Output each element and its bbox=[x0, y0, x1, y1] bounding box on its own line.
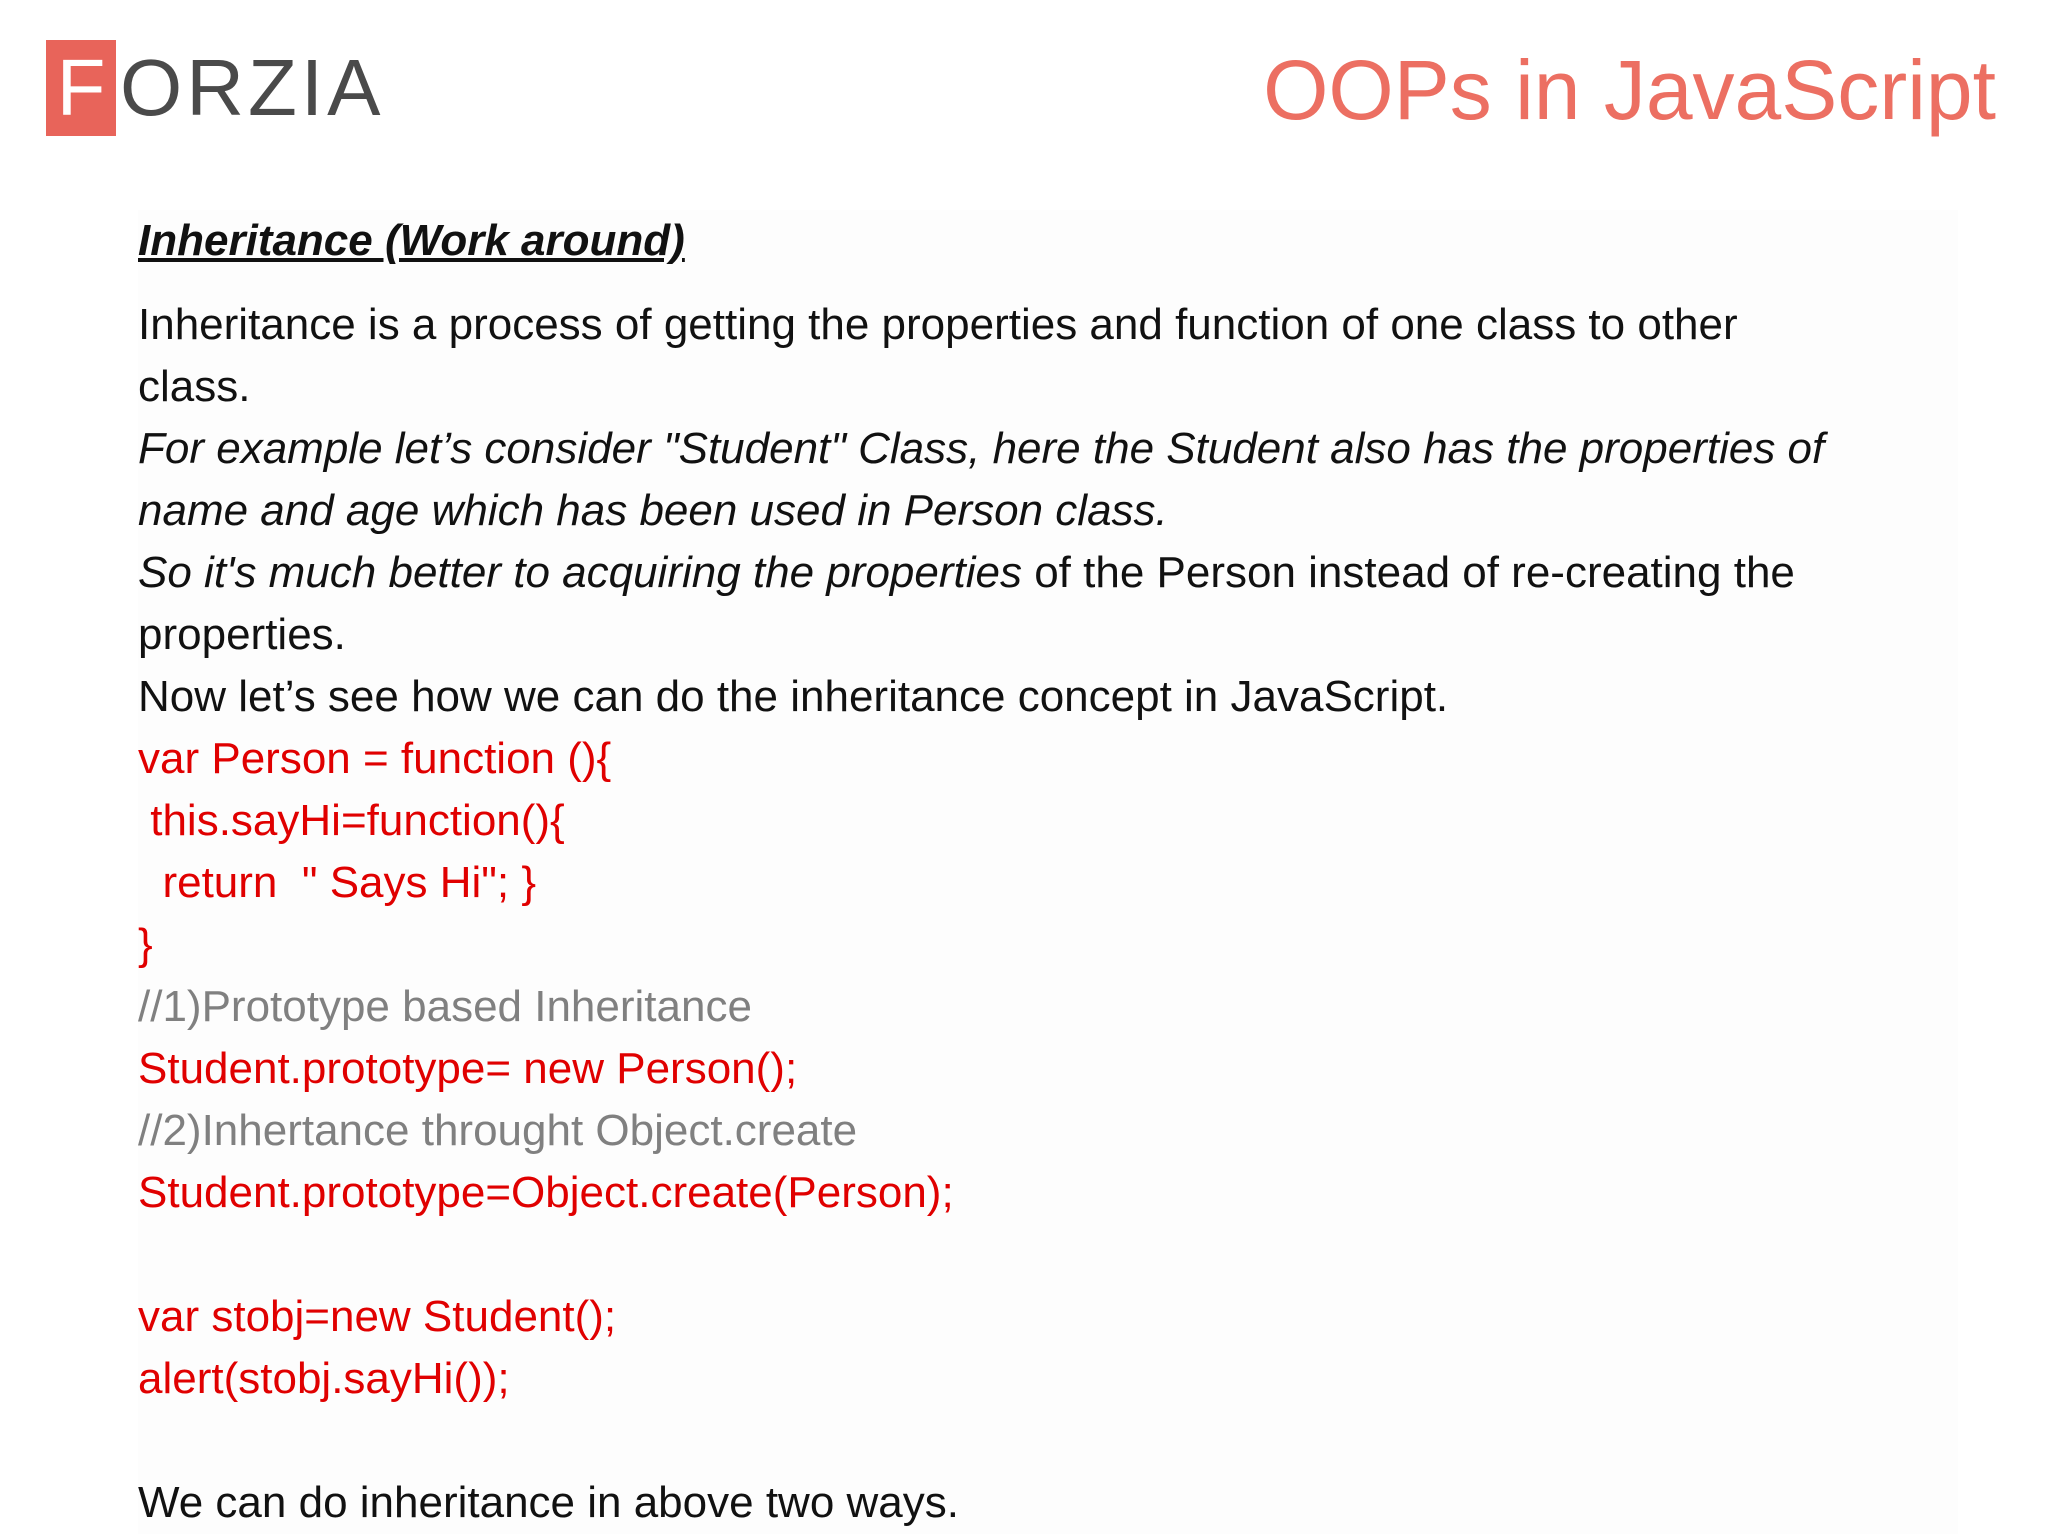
now-line: Now let’s see how we can do the inheritance concept in JavaScript. bbox=[138, 672, 1449, 721]
logo-letter-box: F bbox=[46, 40, 116, 136]
spacer bbox=[138, 1224, 1958, 1286]
spacer bbox=[138, 1410, 1958, 1472]
better-line-1 bbox=[138, 542, 1958, 604]
example-line-2: name and age which has been used in Person class. bbox=[138, 486, 1168, 535]
better-regular-text: of the Person instead of re-creating the bbox=[1021, 548, 1795, 597]
slide-title: OOPs in JavaScript bbox=[1263, 43, 1996, 137]
code-line-1: var Person = function (){ bbox=[138, 734, 612, 783]
closing-line: We can do inheritance in above two ways. bbox=[138, 1478, 959, 1527]
better-line-2: properties. bbox=[138, 610, 346, 659]
code-line-6: Student.prototype=Object.create(Person); bbox=[138, 1168, 954, 1217]
slide-content bbox=[138, 210, 1958, 1534]
code-line-5: Student.prototype= new Person(); bbox=[138, 1044, 798, 1093]
forzia-logo bbox=[46, 40, 384, 136]
code-line-8: alert(stobj.sayHi()); bbox=[138, 1354, 510, 1403]
comment-line-2: //2)Inhertance throught Object.create bbox=[138, 1106, 858, 1155]
code-line-2: this.sayHi=function(){ bbox=[138, 796, 565, 845]
code-line-7: var stobj=new Student(); bbox=[138, 1292, 617, 1341]
code-line-4: } bbox=[138, 920, 153, 969]
better-italic-text: So it's much better to acquiring the properties bbox=[138, 548, 1022, 597]
logo-wordmark: ORZIA bbox=[120, 43, 385, 132]
intro-line-1: Inheritance is a process of getting the properties and function of one class to other bbox=[138, 300, 1738, 349]
section-heading: Inheritance (Work around) bbox=[138, 216, 685, 265]
intro-line-2: class. bbox=[138, 362, 251, 411]
code-line-3: return " Says Hi"; } bbox=[138, 858, 537, 907]
comment-line-1: //1)Prototype based Inheritance bbox=[138, 982, 752, 1031]
example-line-1: For example let’s consider "Student" Class, here the Student also has the properties of bbox=[138, 424, 1825, 473]
